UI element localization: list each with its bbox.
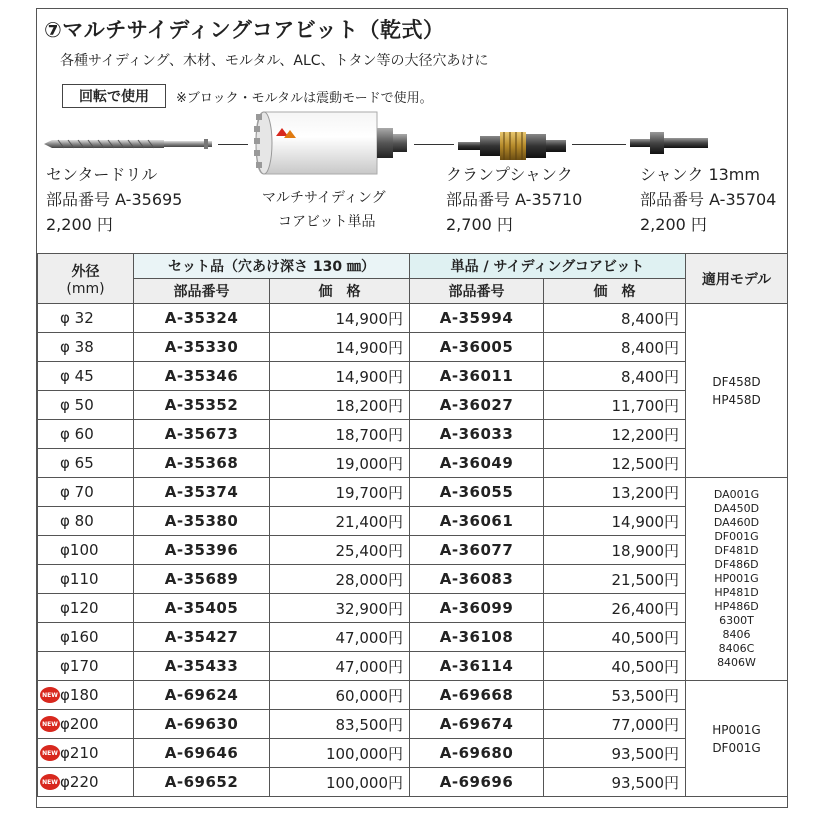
single-part-no-cell-text: A-36099 — [439, 599, 514, 617]
diameter-header-line1: 外径 — [71, 263, 100, 280]
set-part-no-cell-text: A-35427 — [164, 628, 239, 646]
set-price-cell-text: 25,400円 — [335, 541, 403, 560]
diameter-cell-text: φ200 — [60, 715, 99, 733]
set-part-no-cell-text: A-35380 — [164, 512, 239, 530]
core-bit-image — [252, 108, 412, 180]
model-name: 8406C — [718, 642, 755, 655]
set-price-cell — [270, 507, 410, 536]
single-part-no-cell-text: A-36027 — [439, 396, 514, 414]
single-part-no-cell — [410, 652, 544, 681]
diameter-cell — [38, 594, 134, 623]
diameter-cell — [38, 768, 134, 797]
applicable-models-cell — [686, 681, 788, 797]
set-price-cell-text: 21,400円 — [335, 512, 403, 531]
models-header: 適用モデル — [686, 254, 788, 304]
diameter-cell-text: φ210 — [60, 744, 99, 762]
table-row — [38, 449, 788, 478]
applicable-models-cell — [686, 478, 788, 681]
single-price-cell — [544, 507, 686, 536]
single-price-cell — [544, 449, 686, 478]
single-group-header: 単品 / サイディングコアビット — [410, 254, 686, 279]
table-row — [38, 536, 788, 565]
set-price-cell — [270, 536, 410, 565]
table-row — [38, 623, 788, 652]
set-price-cell-text: 19,000円 — [335, 454, 403, 473]
model-name: HP486D — [714, 600, 759, 613]
model-name: DF481D — [714, 544, 759, 557]
single-part-no-cell — [410, 478, 544, 507]
single-part-no-cell-text: A-36011 — [439, 367, 514, 385]
single-price-cell — [544, 681, 686, 710]
core-bit-label — [262, 186, 386, 234]
diameter-cell-text: φ220 — [60, 773, 99, 791]
set-part-no-cell — [134, 652, 270, 681]
model-name: DF486D — [714, 558, 759, 571]
single-part-no-cell-text: A-36061 — [439, 512, 514, 530]
single-price-cell — [544, 536, 686, 565]
set-price-cell — [270, 565, 410, 594]
single-part-no-cell — [410, 507, 544, 536]
set-part-no-cell — [134, 304, 270, 333]
diameter-cell — [38, 681, 134, 710]
set-part-no-header: 部品番号 — [134, 279, 270, 304]
set-price-cell-text: 14,900円 — [335, 338, 403, 357]
set-price-cell — [270, 768, 410, 797]
set-part-no-cell-text: A-69630 — [164, 715, 239, 733]
center-drill-part-no: 部品番号 A-35695 — [46, 190, 183, 209]
diameter-cell — [38, 391, 134, 420]
single-price-cell-text: 93,500円 — [611, 744, 679, 763]
single-price-header: 価 格 — [544, 279, 686, 304]
set-part-no-cell — [134, 594, 270, 623]
new-badge: NEW — [40, 687, 60, 703]
set-part-no-cell-text: A-69624 — [164, 686, 239, 704]
single-part-no-cell-text: A-69674 — [439, 715, 514, 733]
diameter-cell — [38, 304, 134, 333]
single-price-cell — [544, 710, 686, 739]
single-price-cell — [544, 304, 686, 333]
table-row — [38, 594, 788, 623]
diameter-cell-text: φ170 — [60, 657, 99, 675]
set-price-cell — [270, 478, 410, 507]
set-price-cell-text: 14,900円 — [335, 367, 403, 386]
single-part-no-cell-text: A-69680 — [439, 744, 514, 762]
single-price-cell — [544, 565, 686, 594]
set-part-no-cell — [134, 565, 270, 594]
single-price-cell-text: 40,500円 — [611, 657, 679, 676]
set-part-no-cell-text: A-35689 — [164, 570, 239, 588]
single-part-no-cell-text: A-35994 — [439, 309, 514, 327]
set-price-cell — [270, 333, 410, 362]
shank-name: シャンク 13mm — [640, 165, 760, 184]
diameter-cell — [38, 565, 134, 594]
single-part-no-cell — [410, 536, 544, 565]
new-badge: NEW — [40, 774, 60, 790]
single-price-cell-text: 12,500円 — [611, 454, 679, 473]
set-price-cell-text: 18,700円 — [335, 425, 403, 444]
set-part-no-cell-text: A-35396 — [164, 541, 239, 559]
set-price-cell-text: 18,200円 — [335, 396, 403, 415]
single-part-no-cell-text: A-36077 — [439, 541, 514, 559]
model-name: DA450D — [713, 502, 760, 515]
single-price-cell-text: 11,700円 — [611, 396, 679, 415]
set-price-cell — [270, 681, 410, 710]
clamp-shank-part-no: 部品番号 A-35710 — [446, 190, 583, 209]
single-part-no-cell — [410, 420, 544, 449]
set-part-no-cell — [134, 507, 270, 536]
single-part-no-cell-text: A-69696 — [439, 773, 514, 791]
diameter-cell-text: φ110 — [60, 570, 99, 588]
center-drill-image — [44, 137, 214, 151]
set-price-cell-text: 32,900円 — [335, 599, 403, 618]
leader-line — [218, 144, 248, 145]
table-row — [38, 304, 788, 333]
shank-image — [630, 128, 710, 158]
set-part-no-cell-text: A-35433 — [164, 657, 239, 675]
diameter-cell — [38, 449, 134, 478]
set-price-cell-text: 47,000円 — [335, 628, 403, 647]
set-price-cell — [270, 449, 410, 478]
diameter-cell-text: φ120 — [60, 599, 99, 617]
single-price-cell-text: 8,400円 — [621, 309, 679, 328]
table-row — [38, 420, 788, 449]
diameter-cell — [38, 333, 134, 362]
single-price-cell — [544, 333, 686, 362]
single-price-cell — [544, 478, 686, 507]
table-row — [38, 391, 788, 420]
set-part-no-cell — [134, 768, 270, 797]
single-price-cell-text: 26,400円 — [611, 599, 679, 618]
set-part-no-cell — [134, 681, 270, 710]
diameter-cell-text: φ 38 — [60, 338, 94, 356]
set-price-cell-text: 100,000円 — [325, 744, 403, 763]
single-price-cell-text: 77,000円 — [611, 715, 679, 734]
single-part-no-cell — [410, 449, 544, 478]
single-part-no-header: 部品番号 — [410, 279, 544, 304]
clamp-shank-price: 2,700 円 — [446, 215, 513, 234]
table-row — [38, 768, 788, 797]
diameter-cell-text: φ100 — [60, 541, 99, 559]
single-price-cell-text: 40,500円 — [611, 628, 679, 647]
core-bit-line1: マルチサイディング — [262, 190, 386, 206]
model-name: HP001G — [712, 722, 761, 737]
single-part-no-cell-text: A-36005 — [439, 338, 514, 356]
single-part-no-cell-text: A-36033 — [439, 425, 514, 443]
set-part-no-cell — [134, 710, 270, 739]
new-badge: NEW — [40, 716, 60, 732]
model-name: 8406 — [722, 628, 751, 641]
page-title: ⑦マルチサイディングコアビット（乾式） — [44, 18, 445, 42]
diameter-cell — [38, 362, 134, 391]
spec-table — [37, 253, 788, 797]
diameter-header-line2: (mm) — [66, 280, 105, 297]
diameter-cell — [38, 739, 134, 768]
set-part-no-cell-text: A-35405 — [164, 599, 239, 617]
model-name: DF001G — [714, 530, 759, 543]
set-price-header: 価 格 — [270, 279, 410, 304]
set-part-no-cell-text: A-35374 — [164, 483, 239, 501]
set-price-cell — [270, 362, 410, 391]
diameter-cell-text: φ 45 — [60, 367, 94, 385]
diameter-cell-text: φ 60 — [60, 425, 94, 443]
single-price-cell-text: 21,500円 — [611, 570, 679, 589]
diameter-cell — [38, 420, 134, 449]
diameter-cell — [38, 652, 134, 681]
single-part-no-cell-text: A-36114 — [439, 657, 514, 675]
single-price-cell-text: 12,200円 — [611, 425, 679, 444]
clamp-shank-label — [446, 162, 582, 237]
leader-line — [572, 144, 626, 145]
set-price-cell-text: 47,000円 — [335, 657, 403, 676]
clamp-shank-name: クランプシャンク — [446, 165, 573, 184]
table-row — [38, 710, 788, 739]
single-part-no-cell-text: A-36049 — [439, 454, 514, 472]
mode-badge: 回転で使用 — [62, 84, 166, 108]
diameter-cell-text: φ 65 — [60, 454, 94, 472]
set-part-no-cell-text: A-35673 — [164, 425, 239, 443]
model-name: HP458D — [712, 392, 761, 407]
single-part-no-cell-text: A-36083 — [439, 570, 514, 588]
single-price-cell-text: 53,500円 — [611, 686, 679, 705]
leader-line — [414, 144, 454, 145]
set-part-no-cell — [134, 739, 270, 768]
diameter-cell-text: φ 50 — [60, 396, 94, 414]
set-price-cell — [270, 652, 410, 681]
model-name: DA460D — [713, 516, 760, 529]
model-name: HP001G — [714, 572, 759, 585]
table-row — [38, 333, 788, 362]
single-part-no-cell-text: A-69668 — [439, 686, 514, 704]
table-row — [38, 565, 788, 594]
single-price-cell — [544, 362, 686, 391]
single-part-no-cell — [410, 304, 544, 333]
diameter-cell-text: φ 70 — [60, 483, 94, 501]
set-part-no-cell — [134, 391, 270, 420]
applicable-models-cell — [686, 304, 788, 478]
set-price-cell-text: 100,000円 — [325, 773, 403, 792]
single-price-cell — [544, 768, 686, 797]
single-price-cell — [544, 420, 686, 449]
model-name: DF001G — [712, 740, 761, 755]
single-price-cell-text: 13,200円 — [611, 483, 679, 502]
single-price-cell-text: 93,500円 — [611, 773, 679, 792]
table-row — [38, 652, 788, 681]
spec-table-body — [38, 304, 788, 797]
page-subtitle: 各種サイディング、木材、モルタル、ALC、トタン等の大径穴あけに — [60, 53, 489, 69]
single-part-no-cell — [410, 333, 544, 362]
set-part-no-cell-text: A-35368 — [164, 454, 239, 472]
set-group-header: セット品（穴あけ深さ 130 ㎜） — [134, 254, 410, 279]
set-price-cell — [270, 710, 410, 739]
set-part-no-cell-text: A-35352 — [164, 396, 239, 414]
set-price-cell-text: 28,000円 — [335, 570, 403, 589]
shank-price: 2,200 円 — [640, 215, 707, 234]
single-part-no-cell — [410, 362, 544, 391]
center-drill-price: 2,200 円 — [46, 215, 113, 234]
diameter-cell-text: φ180 — [60, 686, 99, 704]
set-price-cell-text: 14,900円 — [335, 309, 403, 328]
diameter-cell — [38, 478, 134, 507]
table-row — [38, 507, 788, 536]
set-part-no-cell-text: A-35324 — [164, 309, 239, 327]
set-price-cell — [270, 594, 410, 623]
single-price-cell — [544, 739, 686, 768]
single-part-no-cell — [410, 623, 544, 652]
diameter-cell-text: φ 32 — [60, 309, 94, 327]
set-price-cell — [270, 304, 410, 333]
set-part-no-cell — [134, 536, 270, 565]
shank-label — [640, 162, 776, 237]
set-part-no-cell-text: A-35330 — [164, 338, 239, 356]
single-part-no-cell — [410, 739, 544, 768]
diameter-cell — [38, 710, 134, 739]
diameter-cell-text: φ160 — [60, 628, 99, 646]
table-row — [38, 478, 788, 507]
single-price-cell-text: 18,900円 — [611, 541, 679, 560]
set-part-no-cell — [134, 420, 270, 449]
set-price-cell — [270, 739, 410, 768]
model-name: 8406W — [717, 656, 756, 669]
diameter-cell — [38, 623, 134, 652]
diameter-cell-text: φ 80 — [60, 512, 94, 530]
set-part-no-cell-text: A-69646 — [164, 744, 239, 762]
single-part-no-cell — [410, 565, 544, 594]
set-price-cell-text: 83,500円 — [335, 715, 403, 734]
model-name: DA001G — [713, 488, 760, 501]
single-price-cell — [544, 391, 686, 420]
model-name: HP481D — [714, 586, 759, 599]
set-price-cell — [270, 623, 410, 652]
set-part-no-cell — [134, 362, 270, 391]
single-part-no-cell — [410, 594, 544, 623]
single-part-no-cell — [410, 391, 544, 420]
table-row — [38, 362, 788, 391]
table-row — [38, 681, 788, 710]
set-part-no-cell — [134, 623, 270, 652]
single-part-no-cell — [410, 681, 544, 710]
set-part-no-cell-text: A-35346 — [164, 367, 239, 385]
model-name: DF458D — [712, 374, 761, 389]
set-part-no-cell — [134, 333, 270, 362]
mode-note: ※ブロック・モルタルは震動モードで使用。 — [176, 91, 433, 106]
set-part-no-cell — [134, 478, 270, 507]
single-price-cell — [544, 652, 686, 681]
single-price-cell-text: 8,400円 — [621, 338, 679, 357]
set-part-no-cell-text: A-69652 — [164, 773, 239, 791]
single-part-no-cell-text: A-36108 — [439, 628, 514, 646]
single-part-no-cell-text: A-36055 — [439, 483, 514, 501]
model-name: 6300T — [719, 614, 754, 627]
set-price-cell — [270, 391, 410, 420]
diameter-cell — [38, 536, 134, 565]
new-badge: NEW — [40, 745, 60, 761]
center-drill-name: センタードリル — [46, 165, 158, 184]
single-price-cell — [544, 594, 686, 623]
single-price-cell — [544, 623, 686, 652]
diameter-cell — [38, 507, 134, 536]
set-price-cell — [270, 420, 410, 449]
diameter-header — [38, 254, 134, 304]
single-price-cell-text: 14,900円 — [611, 512, 679, 531]
set-part-no-cell — [134, 449, 270, 478]
set-price-cell-text: 60,000円 — [335, 686, 403, 705]
shank-part-no: 部品番号 A-35704 — [640, 190, 777, 209]
core-bit-line2: コアビット単品 — [278, 214, 376, 230]
single-part-no-cell — [410, 710, 544, 739]
center-drill-label — [46, 162, 182, 237]
set-price-cell-text: 19,700円 — [335, 483, 403, 502]
single-price-cell-text: 8,400円 — [621, 367, 679, 386]
single-part-no-cell — [410, 768, 544, 797]
table-row — [38, 739, 788, 768]
clamp-shank-image — [458, 128, 568, 164]
